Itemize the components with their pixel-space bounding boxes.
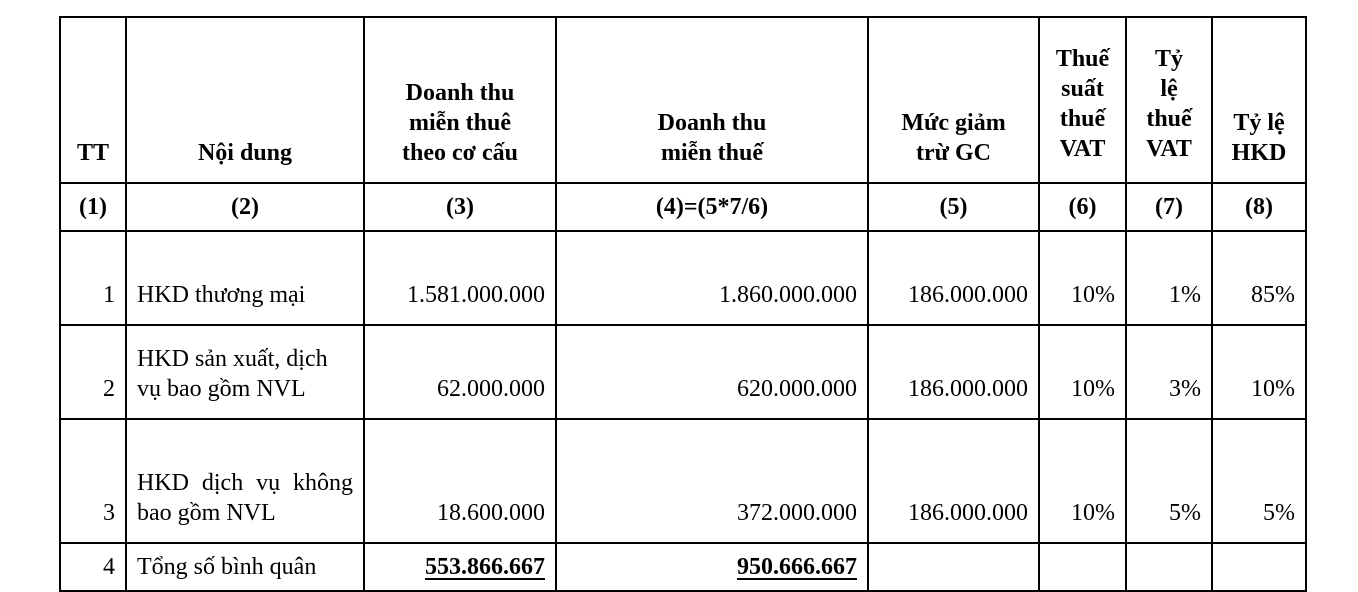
header-row: [60, 17, 1306, 183]
header-text: trừ GC: [915, 140, 992, 166]
cell-dt-co-cau: 18.600.000: [364, 419, 556, 543]
column-number-row: [60, 183, 1306, 231]
cell-noi-dung: HKD thương mại: [126, 231, 364, 325]
cell-dt-mien-thue: 620.000.000: [556, 325, 868, 419]
cell-thue-suat: 10%: [1039, 325, 1126, 419]
cell-noi-dung: HKD sản xuất, dịch vụ bao gồm NVL: [126, 325, 364, 419]
cell-tt: 4: [60, 543, 126, 591]
table-row: [60, 231, 1306, 325]
cell-ty-le-thue: 3%: [1126, 325, 1212, 419]
total-dt-co-cau-cell: [364, 543, 556, 591]
revenue-table: [59, 16, 1307, 592]
col-number: (1): [60, 183, 126, 231]
header-text: VAT: [1146, 136, 1192, 162]
col-number: (4)=(5*7/6): [556, 183, 868, 231]
cell-noi-dung: HKD dịch vụ không bao gồm NVL: [126, 419, 364, 543]
col-number: (6): [1039, 183, 1126, 231]
cell-muc-giam: 186.000.000: [868, 325, 1039, 419]
total-dt-co-cau: 553.866.667: [425, 554, 545, 580]
header-text: suất: [1061, 76, 1104, 102]
cell-thue-suat: 10%: [1039, 231, 1126, 325]
header-text: lệ: [1160, 76, 1178, 102]
header-thue-suat: [1039, 17, 1126, 183]
header-dt-mien-thue: [556, 17, 868, 183]
col-number: (5): [868, 183, 1039, 231]
cell-dt-co-cau: 1.581.000.000: [364, 231, 556, 325]
header-text: Tỷ: [1154, 46, 1183, 72]
empty-cell: [868, 543, 1039, 591]
header-tt: TT: [60, 17, 126, 183]
total-row: [60, 543, 1306, 591]
col-number: (3): [364, 183, 556, 231]
header-text: thuế: [1146, 106, 1192, 132]
header-text: Doanh thu: [405, 80, 515, 106]
total-dt-mien-thue-cell: [556, 543, 868, 591]
total-label: Tổng số bình quân: [126, 543, 364, 591]
cell-tt: 2: [60, 325, 126, 419]
cell-muc-giam: 186.000.000: [868, 231, 1039, 325]
header-ty-le-hkd: [1212, 17, 1306, 183]
header-text: miễn thuế: [661, 140, 763, 166]
header-text: miễn thuê: [409, 110, 511, 136]
cell-dt-mien-thue: 372.000.000: [556, 419, 868, 543]
col-number: (8): [1212, 183, 1306, 231]
cell-dt-mien-thue: 1.860.000.000: [556, 231, 868, 325]
cell-thue-suat: 10%: [1039, 419, 1126, 543]
cell-muc-giam: 186.000.000: [868, 419, 1039, 543]
header-ty-le-thue: [1126, 17, 1212, 183]
header-text: thuế: [1059, 106, 1106, 132]
header-muc-giam: [868, 17, 1039, 183]
header-noi-dung: Nội dung: [126, 17, 364, 183]
header-dt-co-cau: [364, 17, 556, 183]
cell-tt: 3: [60, 419, 126, 543]
cell-ty-le-thue: 1%: [1126, 231, 1212, 325]
header-text: Thuế: [1055, 46, 1110, 72]
cell-tt: 1: [60, 231, 126, 325]
empty-cell: [1039, 543, 1126, 591]
total-dt-mien-thue: 950.666.667: [737, 554, 857, 580]
header-text: theo cơ cấu: [402, 140, 518, 166]
empty-cell: [1212, 543, 1306, 591]
cell-ty-le-hkd: 10%: [1212, 325, 1306, 419]
header-text: VAT: [1059, 136, 1106, 162]
empty-cell: [1126, 543, 1212, 591]
header-text: HKD: [1231, 140, 1287, 166]
header-text: Mức giảm: [901, 110, 1006, 136]
cell-dt-co-cau: 62.000.000: [364, 325, 556, 419]
cell-ty-le-hkd: 85%: [1212, 231, 1306, 325]
col-number: (7): [1126, 183, 1212, 231]
header-text: Tỷ lệ: [1233, 110, 1285, 136]
table-row: [60, 325, 1306, 419]
col-number: (2): [126, 183, 364, 231]
cell-ty-le-thue: 5%: [1126, 419, 1212, 543]
cell-ty-le-hkd: 5%: [1212, 419, 1306, 543]
table-row: [60, 419, 1306, 543]
header-text: Doanh thu: [657, 110, 767, 136]
